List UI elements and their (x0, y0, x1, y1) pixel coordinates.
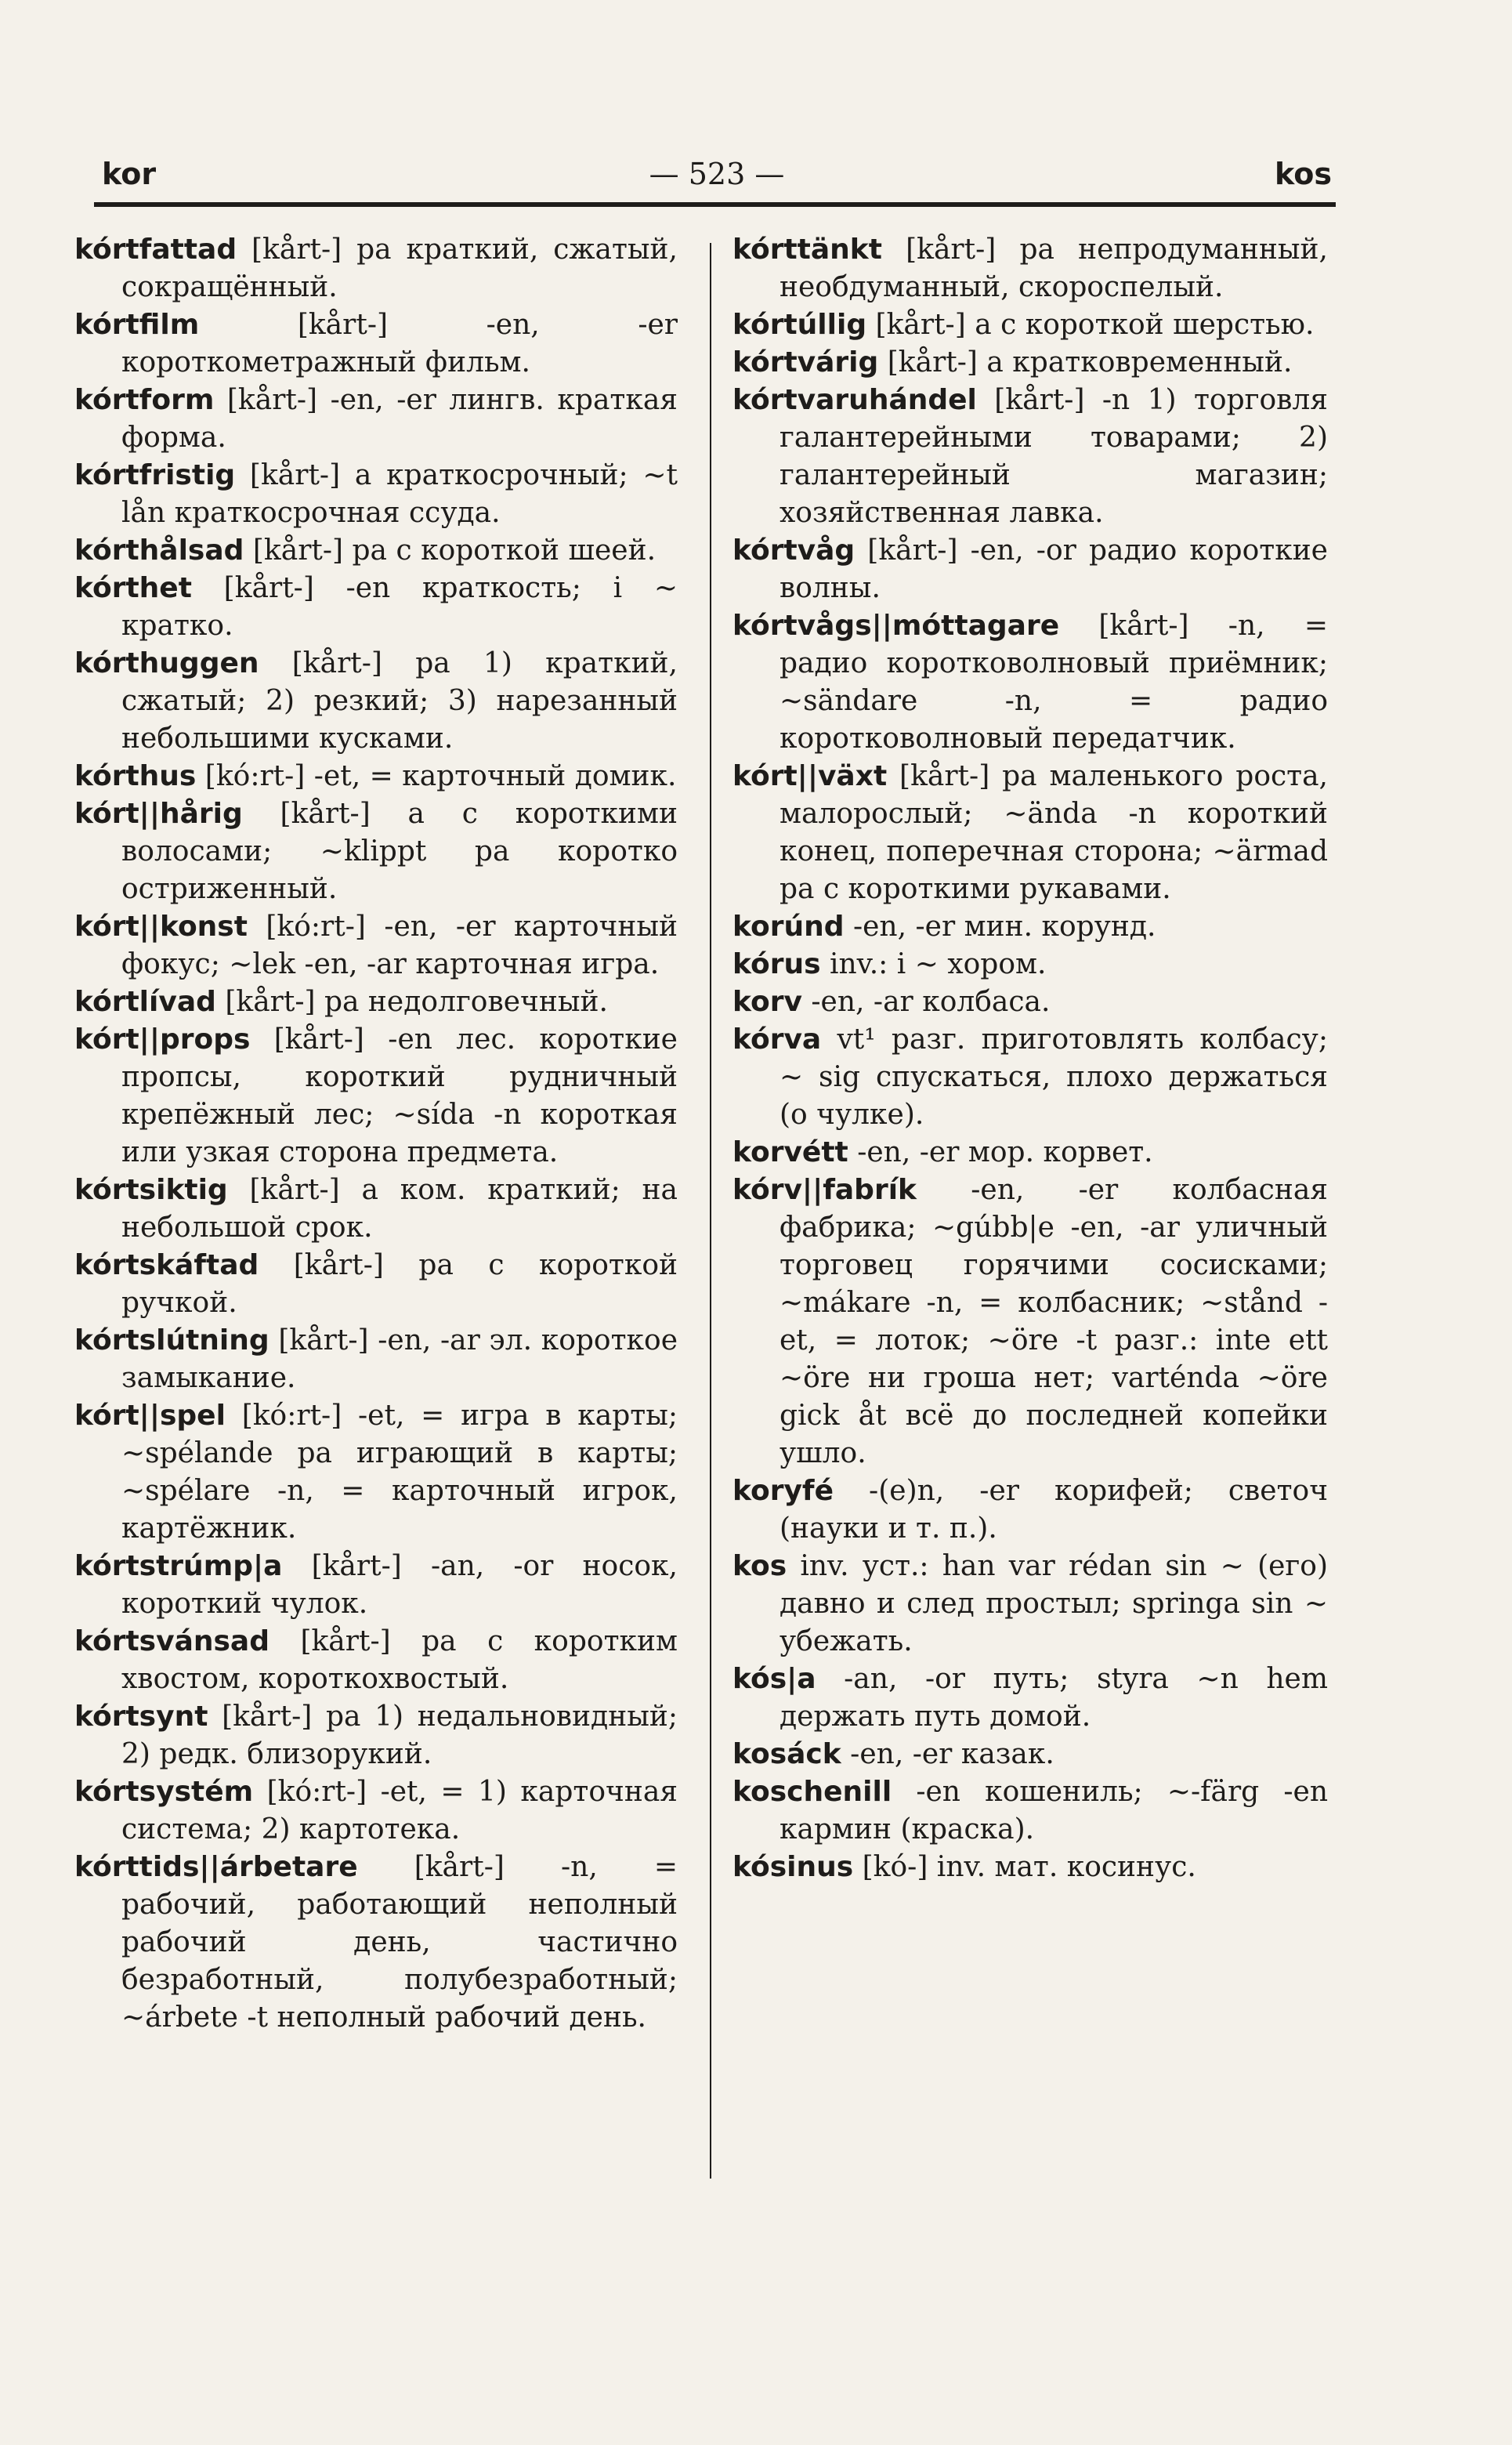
dictionary-entry (74, 570, 678, 645)
dictionary-entry (74, 532, 678, 570)
entry-definition: -en, -ar колбаса. (801, 986, 1051, 1018)
dictionary-entry (732, 908, 1328, 946)
dictionary-entry (732, 344, 1328, 382)
entry-headword: kórtúllig (732, 309, 867, 341)
dictionary-entry (74, 1773, 678, 1849)
entry-headword: kórthet (74, 572, 192, 604)
entry-headword: kórtvågs||móttagare (732, 610, 1060, 642)
entry-headword: kórtsiktig (74, 1174, 228, 1206)
dictionary-entry (74, 231, 678, 306)
entry-headword: kórttänkt (732, 234, 882, 266)
entry-definition: [kårt-] a с короткими волосами; ~klippt ра коротко остриженный. (121, 798, 678, 905)
dictionary-entry (74, 1698, 678, 1773)
entry-headword: kórthuggen (74, 647, 259, 679)
entry-definition: [kó:rt-] -en, -er карточный фокус; ~lek -en, -ar карточная игра. (121, 911, 678, 980)
entry-definition: -en, -er мин. корунд. (844, 911, 1156, 943)
dictionary-entry (732, 231, 1328, 306)
entry-headword: kórtvaruhándel (732, 384, 977, 416)
entry-headword: kórt||hårig (74, 798, 243, 830)
entry-definition: [kårt-] ра маленького роста, малорослый; ~ända -n короткий конец, поперечная сторона; ~ärmad ра с короткими рукавами. (780, 760, 1328, 905)
header-rule (94, 202, 1336, 207)
running-head-left: kor (102, 157, 157, 191)
entry-definition: [kårt-] -en, -ar эл. короткое замыкание. (121, 1324, 678, 1394)
entry-definition: [kårt-] a ком. краткий; на небольшой срок. (121, 1174, 678, 1244)
dictionary-entry (732, 1773, 1328, 1849)
entry-headword: kórthus (74, 760, 197, 792)
dictionary-entry (74, 1397, 678, 1548)
dictionary-entry (74, 306, 678, 382)
entry-headword: kórtsystém (74, 1776, 254, 1808)
entry-definition: [kó-] inv. мат. косинус. (853, 1851, 1196, 1883)
entry-headword: korvétt (732, 1136, 848, 1168)
entry-headword: kórttids||árbetare (74, 1851, 358, 1883)
entry-headword: koryfé (732, 1475, 834, 1507)
dictionary-entry (732, 983, 1328, 1021)
entry-headword: kórtfattad (74, 234, 237, 266)
entry-definition: [kårt-] -en лес. короткие пропсы, короткий рудничный крепёжный лес; ~sída -n короткая или узкая сторона предмета. (121, 1023, 678, 1168)
dictionary-entry (732, 1134, 1328, 1172)
entry-definition: -en, -er казак. (841, 1738, 1054, 1770)
entry-definition: [kó:rt-] -et, = карточный домик. (196, 760, 677, 792)
entry-definition: [kårt-] -en краткость; i ~ кратко. (121, 572, 678, 642)
dictionary-entry (732, 1172, 1328, 1472)
entry-headword: kos (732, 1550, 787, 1582)
dictionary-entry (74, 1849, 678, 2037)
entry-definition: [kårt-] ра 1) недальновидный; 2) редк. близорукий. (121, 1701, 678, 1770)
dictionary-entry (732, 532, 1328, 607)
dictionary-entry (74, 1021, 678, 1172)
entry-definition: [kårt-] -an, -or носок, короткий чулок. (121, 1550, 678, 1620)
dictionary-entry (732, 946, 1328, 983)
left-column (74, 231, 678, 2037)
dictionary-entry (74, 908, 678, 983)
entry-definition: [kårt-] ра с коротким хвостом, короткохвостый. (121, 1625, 678, 1695)
dictionary-entry (732, 1548, 1328, 1661)
entry-headword: kórus (732, 948, 821, 980)
dictionary-entry (732, 1736, 1328, 1773)
entry-definition: [kårt-] ра краткий, сжатый, сокращённый. (121, 234, 678, 303)
entry-definition: [kårt-] -en, -or радио короткие волны. (780, 534, 1328, 604)
dictionary-entry (732, 1472, 1328, 1548)
entry-headword: kórva (732, 1023, 822, 1056)
entry-headword: kórtsynt (74, 1701, 208, 1733)
dictionary-entry (732, 306, 1328, 344)
entry-definition: [kårt-] -n 1) торговля галантерейными товарами; 2) галантерейный магазин; хозяйственная лавка. (780, 384, 1328, 529)
entry-headword: kórtform (74, 384, 215, 416)
entry-definition: -an, -or путь; styra ~n hem держать путь домой. (780, 1663, 1328, 1733)
entry-definition: vt¹ разг. приготовлять колбасу; ~ sig спускаться, плохо держаться (о чулке). (780, 1023, 1328, 1131)
entry-definition: [kårt-] -en, -er лингв. краткая форма. (121, 384, 678, 454)
entry-definition: [kårt-] -en, -er короткометражный фильм. (121, 309, 678, 379)
entry-headword: kórt||spel (74, 1400, 226, 1432)
dictionary-entry (74, 795, 678, 908)
entry-definition: [kårt-] ра непродуманный, необдуманный, скороспелый. (780, 234, 1328, 303)
entry-headword: kós|a (732, 1663, 816, 1695)
dictionary-entry (74, 1548, 678, 1623)
dictionary-entry (732, 758, 1328, 908)
entry-definition: [kårt-] ра 1) краткий, сжатый; 2) резкий; 3) нарезанный небольшими кусками. (121, 647, 678, 755)
dictionary-entry (74, 382, 678, 457)
entry-headword: kórtskáftad (74, 1249, 259, 1281)
entry-definition: -en, -er мор. корвет. (848, 1136, 1153, 1168)
dictionary-entry (732, 607, 1328, 758)
entry-headword: kórt||konst (74, 911, 248, 943)
entry-headword: kórtfristig (74, 459, 236, 491)
entry-definition: -(e)n, -er корифей; светоч (науки и т. п.). (780, 1475, 1328, 1545)
column-divider (710, 243, 711, 2179)
entry-definition: [kårt-] a с короткой шерстью. (866, 309, 1315, 341)
dictionary-entry (74, 1623, 678, 1698)
dictionary-entry (732, 382, 1328, 532)
dictionary-entry (74, 758, 678, 795)
entry-headword: kórtvárig (732, 346, 879, 379)
entry-definition: -en кошениль; ~-färg -en кармин (краска). (780, 1776, 1328, 1846)
entry-definition: inv.: i ~ хором. (820, 948, 1047, 980)
entry-headword: kórtsvánsad (74, 1625, 269, 1657)
entry-headword: kórthålsad (74, 534, 244, 567)
entry-definition: [kårt-] a кратковременный. (878, 346, 1293, 379)
entry-headword: kósinus (732, 1851, 854, 1883)
dictionary-entry (732, 1021, 1328, 1134)
page-header (102, 157, 1332, 201)
entry-headword: kórt||växt (732, 760, 888, 792)
dictionary-entry (74, 1322, 678, 1397)
dictionary-entry (732, 1849, 1328, 1886)
dictionary-entry (74, 983, 678, 1021)
dictionary-entry (74, 1172, 678, 1247)
entry-definition: [kårt-] -n, = радио коротковолновый приёмник; ~sändare -n, = радио коротковолновый передатчик. (780, 610, 1328, 755)
right-column (732, 231, 1328, 1886)
entry-headword: kórv||fabrík (732, 1174, 917, 1206)
entry-definition: [kårt-] -n, = рабочий, работающий неполный рабочий день, частично безработный, полубезработный; ~árbete -t неполный рабочий день. (121, 1851, 678, 2034)
dictionary-entry (74, 1247, 678, 1322)
entry-definition: [kårt-] a краткосрочный; ~t lån краткосрочная ссуда. (121, 459, 678, 529)
entry-definition: [kó:rt-] -et, = игра в карты; ~spélande ра играющий в карты; ~spélare -n, = карточный игрок, картёжник. (121, 1400, 678, 1545)
entry-headword: korv (732, 986, 802, 1018)
entry-definition: [kårt-] ра с короткой шеей. (244, 534, 657, 567)
entry-headword: kórtslútning (74, 1324, 269, 1357)
entry-definition: [kó:rt-] -et, = 1) карточная система; 2) картотека. (121, 1776, 678, 1846)
dictionary-entry (74, 645, 678, 758)
entry-headword: kórtlívad (74, 986, 216, 1018)
entry-headword: kosáck (732, 1738, 841, 1770)
entry-headword: kórtfilm (74, 309, 200, 341)
entry-definition: -en, -er колбасная фабрика; ~gúbb|e -en, -ar уличный торговец горячими сосисками; ~mákare -n, = колбасник; ~stånd -et, = лоток; ~öre -t разг.: inte ett ~öre ни гроша нет; varténda ~öre gick åt всё до последней копейки ушло. (780, 1174, 1328, 1469)
dictionary-entry (74, 457, 678, 532)
entry-definition: [kårt-] ра недолговечный. (215, 986, 608, 1018)
entry-headword: koschenill (732, 1776, 892, 1808)
entry-headword: kórtstrúmp|a (74, 1550, 283, 1582)
entry-headword: korúnd (732, 911, 845, 943)
entry-headword: kórt||props (74, 1023, 251, 1056)
entry-definition: inv. уст.: han var rédan sin ~ (его) давно и след простыл; springa sin ~ убежать. (780, 1550, 1328, 1657)
page-number: — 523 — (649, 157, 785, 191)
running-head-right: kos (1275, 157, 1332, 191)
dictionary-entry (732, 1661, 1328, 1736)
entry-headword: kórtvåg (732, 534, 855, 567)
entry-definition: [kårt-] ра с короткой ручкой. (121, 1249, 678, 1319)
